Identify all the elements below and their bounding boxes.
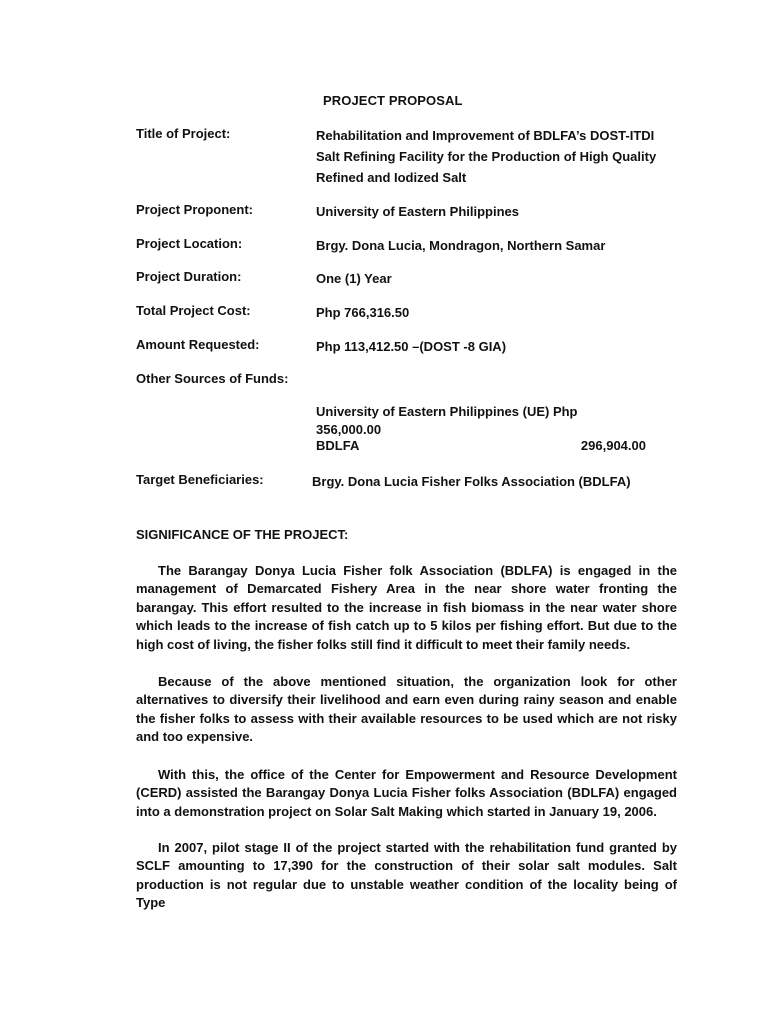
paragraph: In 2007, pilot stage II of the project started with the rehabilitation fund granted by SCLF amounting to 17,390 for the construction of their solar salt modules. Salt production is not regular due to unstable weather condition of the locality being of Type (136, 840, 677, 911)
field-label: Amount Requested: (136, 337, 260, 352)
field-value: University of Eastern Philippines (316, 204, 519, 219)
fund-source: BDLFA (316, 438, 360, 453)
field-label: Total Project Cost: (136, 303, 251, 318)
field-value: Php 113,412.50 –(DOST -8 GIA) (316, 339, 507, 354)
field-value: Brgy. Dona Lucia, Mondragon, Northern Samar (316, 238, 606, 253)
field-value: One (1) Year (316, 271, 392, 286)
paragraph: Because of the above mentioned situation, the organization look for other alternatives to diversify their livelihood and earn even during rainy season and enable the fisher folks to assess with their available resources to be used which are not risky and too expensive. (136, 674, 677, 745)
fund-source-row (316, 437, 646, 455)
field-label: Project Location: (136, 236, 243, 251)
paragraph: The Barangay Donya Lucia Fisher folk Association (BDLFA) is engaged in the management of Demarcated Fishery Area in the near shore water fronting the barangay. This effort resulted to the increase in fish biomass in the near water shore which leads to the increase of fish catch up to 5 kilos per fishing effort. But due to the high cost of living, the fisher folks still find it difficult to meet their family needs. (136, 563, 677, 652)
field-value: Php 766,316.50 (316, 305, 410, 320)
fund-amount: 296,904.00 (580, 438, 646, 453)
fund-source: University of Eastern Philippines (UE) Php 356,000.00 (316, 404, 578, 437)
field-label: Title of Project: (136, 126, 231, 141)
fund-source-row (316, 403, 646, 439)
page-title: PROJECT PROPOSAL (323, 93, 463, 108)
paragraph: With this, the office of the Center for Empowerment and Resource Development (CERD) assisted the Barangay Donya Lucia Fisher folks Association (BDLFA) engaged into a demonstration project on Solar Salt Making which started in January 19, 2006. (136, 767, 677, 819)
field-label: Project Duration: (136, 269, 242, 284)
field-value: Brgy. Dona Lucia Fisher Folks Association (BDLFA) (312, 474, 631, 489)
field-label: Target Beneficiaries: (136, 472, 264, 487)
field-label: Project Proponent: (136, 202, 254, 217)
field-value: Rehabilitation and Improvement of BDLFA’s DOST-ITDI Salt Refining Facility for the Production of High Quality Refined and Iodized Salt (316, 128, 657, 185)
field-label: Other Sources of Funds: (136, 371, 289, 386)
section-heading: SIGNIFICANCE OF THE PROJECT: (136, 527, 349, 542)
